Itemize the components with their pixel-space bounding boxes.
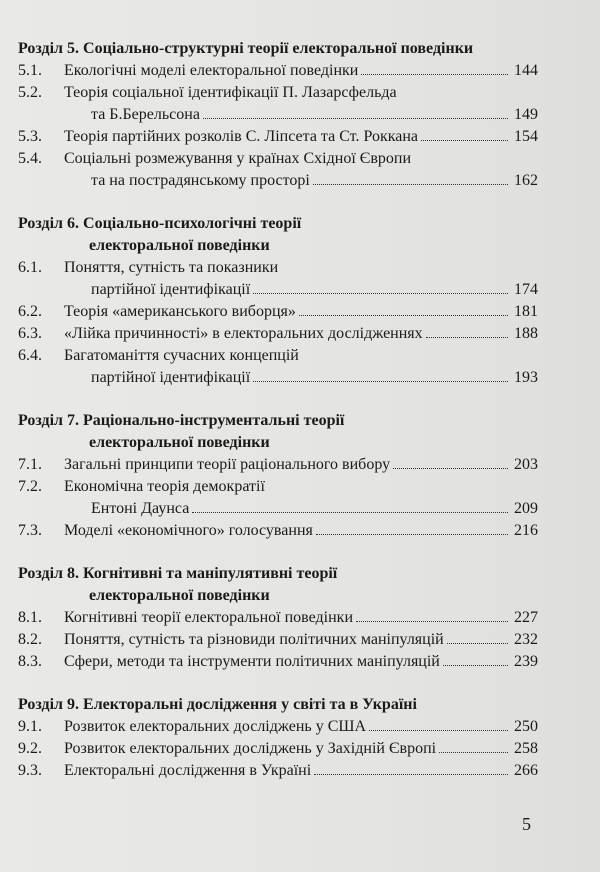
dot-leader <box>192 511 508 513</box>
entry-number: 6.3. <box>18 325 42 342</box>
toc-entry[interactable] <box>0 454 538 476</box>
entry-page-number: 209 <box>514 500 538 517</box>
entry-number: 5.3. <box>18 128 42 145</box>
entry-number: 9.3. <box>18 762 42 779</box>
entry-title: Теорія соціальної ідентифікації П. Лазарсфельда <box>64 84 397 101</box>
entry-number: 9.2. <box>18 740 42 757</box>
toc-section <box>0 410 600 542</box>
section-title <box>0 694 600 716</box>
entry-page-number: 181 <box>514 303 538 320</box>
section-title-line: електоральної поведінки <box>89 587 270 604</box>
entry-title: Соціальні розмежування у країнах Східної Європи <box>64 150 412 167</box>
entry-page-number: 258 <box>514 740 538 757</box>
entry-title: та на пострадянському просторі <box>91 172 310 189</box>
dot-leader <box>369 729 508 731</box>
section-title-line: Розділ 8. Когнітивні та маніпулятивні теорії <box>18 565 338 582</box>
entry-page-number: 250 <box>514 718 538 735</box>
toc-entry[interactable] <box>0 520 538 542</box>
toc-section <box>0 213 600 389</box>
entry-page-number: 188 <box>514 325 538 342</box>
entry-page-number: 266 <box>514 762 538 779</box>
entry-title: партійної ідентифікації <box>91 281 251 298</box>
entry-page-number: 203 <box>514 456 538 473</box>
dot-leader <box>439 751 508 753</box>
entry-title: Поняття, сутність та показники <box>64 259 279 276</box>
entry-page-number: 174 <box>514 281 538 298</box>
entry-page-number: 232 <box>514 631 538 648</box>
entry-title: Екологічні моделі електоральної поведінки <box>64 62 359 79</box>
page-number: 5 <box>522 814 531 834</box>
entry-page-number: 162 <box>514 172 538 189</box>
dot-leader <box>313 183 508 185</box>
entry-title: Електоральні дослідження в Україні <box>64 762 312 779</box>
section-title-line: Розділ 7. Раціонально-інструментальні теорії <box>18 412 345 429</box>
entry-title: Теорія «американського виборця» <box>64 303 296 320</box>
entry-page-number: 227 <box>514 609 538 626</box>
entry-title: Багатоманіття сучасних концепцій <box>64 347 299 364</box>
entry-number: 6.2. <box>18 303 42 320</box>
entry-title: Розвиток електоральних досліджень у Західній Європі <box>64 740 437 757</box>
entry-number: 7.2. <box>18 478 42 495</box>
toc-entry[interactable] <box>0 738 538 760</box>
toc-entry[interactable] <box>0 82 538 126</box>
entry-number: 8.2. <box>18 631 42 648</box>
dot-leader <box>393 467 508 469</box>
entry-number: 7.1. <box>18 456 42 473</box>
toc-entry[interactable] <box>0 607 538 629</box>
toc-entry[interactable] <box>0 629 538 651</box>
toc-entry[interactable] <box>0 148 538 192</box>
toc-section <box>0 694 600 782</box>
toc-entry[interactable] <box>0 760 538 782</box>
dot-leader <box>314 773 508 775</box>
toc-entry[interactable] <box>0 257 538 301</box>
entry-title: Моделі «економічного» голосування <box>64 522 313 539</box>
toc-entry[interactable] <box>0 716 538 738</box>
entry-title: Когнітивні теорії електоральної поведінки <box>64 609 354 626</box>
section-title-line: Розділ 5. Соціально-структурні теорії електоральної поведінки <box>18 40 474 57</box>
entry-title: Теорія партійних розколів С. Ліпсета та Ст. Роккана <box>64 128 419 145</box>
section-title <box>0 410 600 454</box>
entry-page-number: 144 <box>514 62 538 79</box>
dot-leader <box>299 314 508 316</box>
toc-entry[interactable] <box>0 345 538 389</box>
dot-leader <box>447 642 508 644</box>
entry-number: 5.2. <box>18 84 42 101</box>
entry-number: 8.3. <box>18 653 42 670</box>
entry-title: Поняття, сутність та різновиди політичних маніпуляцій <box>64 631 444 648</box>
entry-number: 7.3. <box>18 522 42 539</box>
section-title <box>0 38 600 60</box>
section-title <box>0 563 600 607</box>
dot-leader <box>443 664 508 666</box>
section-title <box>0 213 600 257</box>
toc-entry[interactable] <box>0 323 538 345</box>
dot-leader <box>421 139 508 141</box>
entry-page-number: 239 <box>514 653 538 670</box>
entry-page-number: 154 <box>514 128 538 145</box>
entry-number: 5.4. <box>18 150 42 167</box>
table-of-contents <box>0 38 600 803</box>
section-title-line: електоральної поведінки <box>89 434 270 451</box>
entry-title: Ентоні Даунса <box>91 500 190 517</box>
entry-title: партійної ідентифікації <box>91 369 251 386</box>
entry-title: Економічна теорія демократії <box>64 478 265 495</box>
entry-number: 5.1. <box>18 62 42 79</box>
toc-section <box>0 563 600 673</box>
dot-leader <box>253 380 508 382</box>
entry-number: 6.1. <box>18 259 42 276</box>
entry-title: «Лійка причинності» в електоральних дослідженнях <box>64 325 423 342</box>
section-title-line: електоральної поведінки <box>89 237 270 254</box>
dot-leader <box>253 292 508 294</box>
entry-number: 9.1. <box>18 718 42 735</box>
section-title-line: Розділ 6. Соціально-психологічні теорії <box>18 215 302 232</box>
dot-leader <box>316 533 508 535</box>
section-title-line: Розділ 9. Електоральні дослідження у світі та в Україні <box>18 696 417 713</box>
toc-section <box>0 38 600 192</box>
toc-entry[interactable] <box>0 301 538 323</box>
entry-page-number: 216 <box>514 522 538 539</box>
entry-title: та Б.Берельсона <box>91 106 200 123</box>
dot-leader <box>361 73 508 75</box>
entry-title: Розвиток електоральних досліджень у США <box>64 718 367 735</box>
entry-title: Сфери, методи та інструменти політичних маніпуляцій <box>64 653 440 670</box>
entry-number: 6.4. <box>18 347 42 364</box>
entry-page-number: 149 <box>514 106 538 123</box>
dot-leader <box>356 620 508 622</box>
entry-number: 8.1. <box>18 609 42 626</box>
dot-leader <box>203 117 508 119</box>
toc-entry[interactable] <box>0 476 538 520</box>
toc-entry[interactable] <box>0 60 538 82</box>
toc-entry[interactable] <box>0 651 538 673</box>
entry-page-number: 193 <box>514 369 538 386</box>
dot-leader <box>426 336 508 338</box>
toc-entry[interactable] <box>0 126 538 148</box>
entry-title: Загальні принципи теорії раціонального вибору <box>64 456 391 473</box>
